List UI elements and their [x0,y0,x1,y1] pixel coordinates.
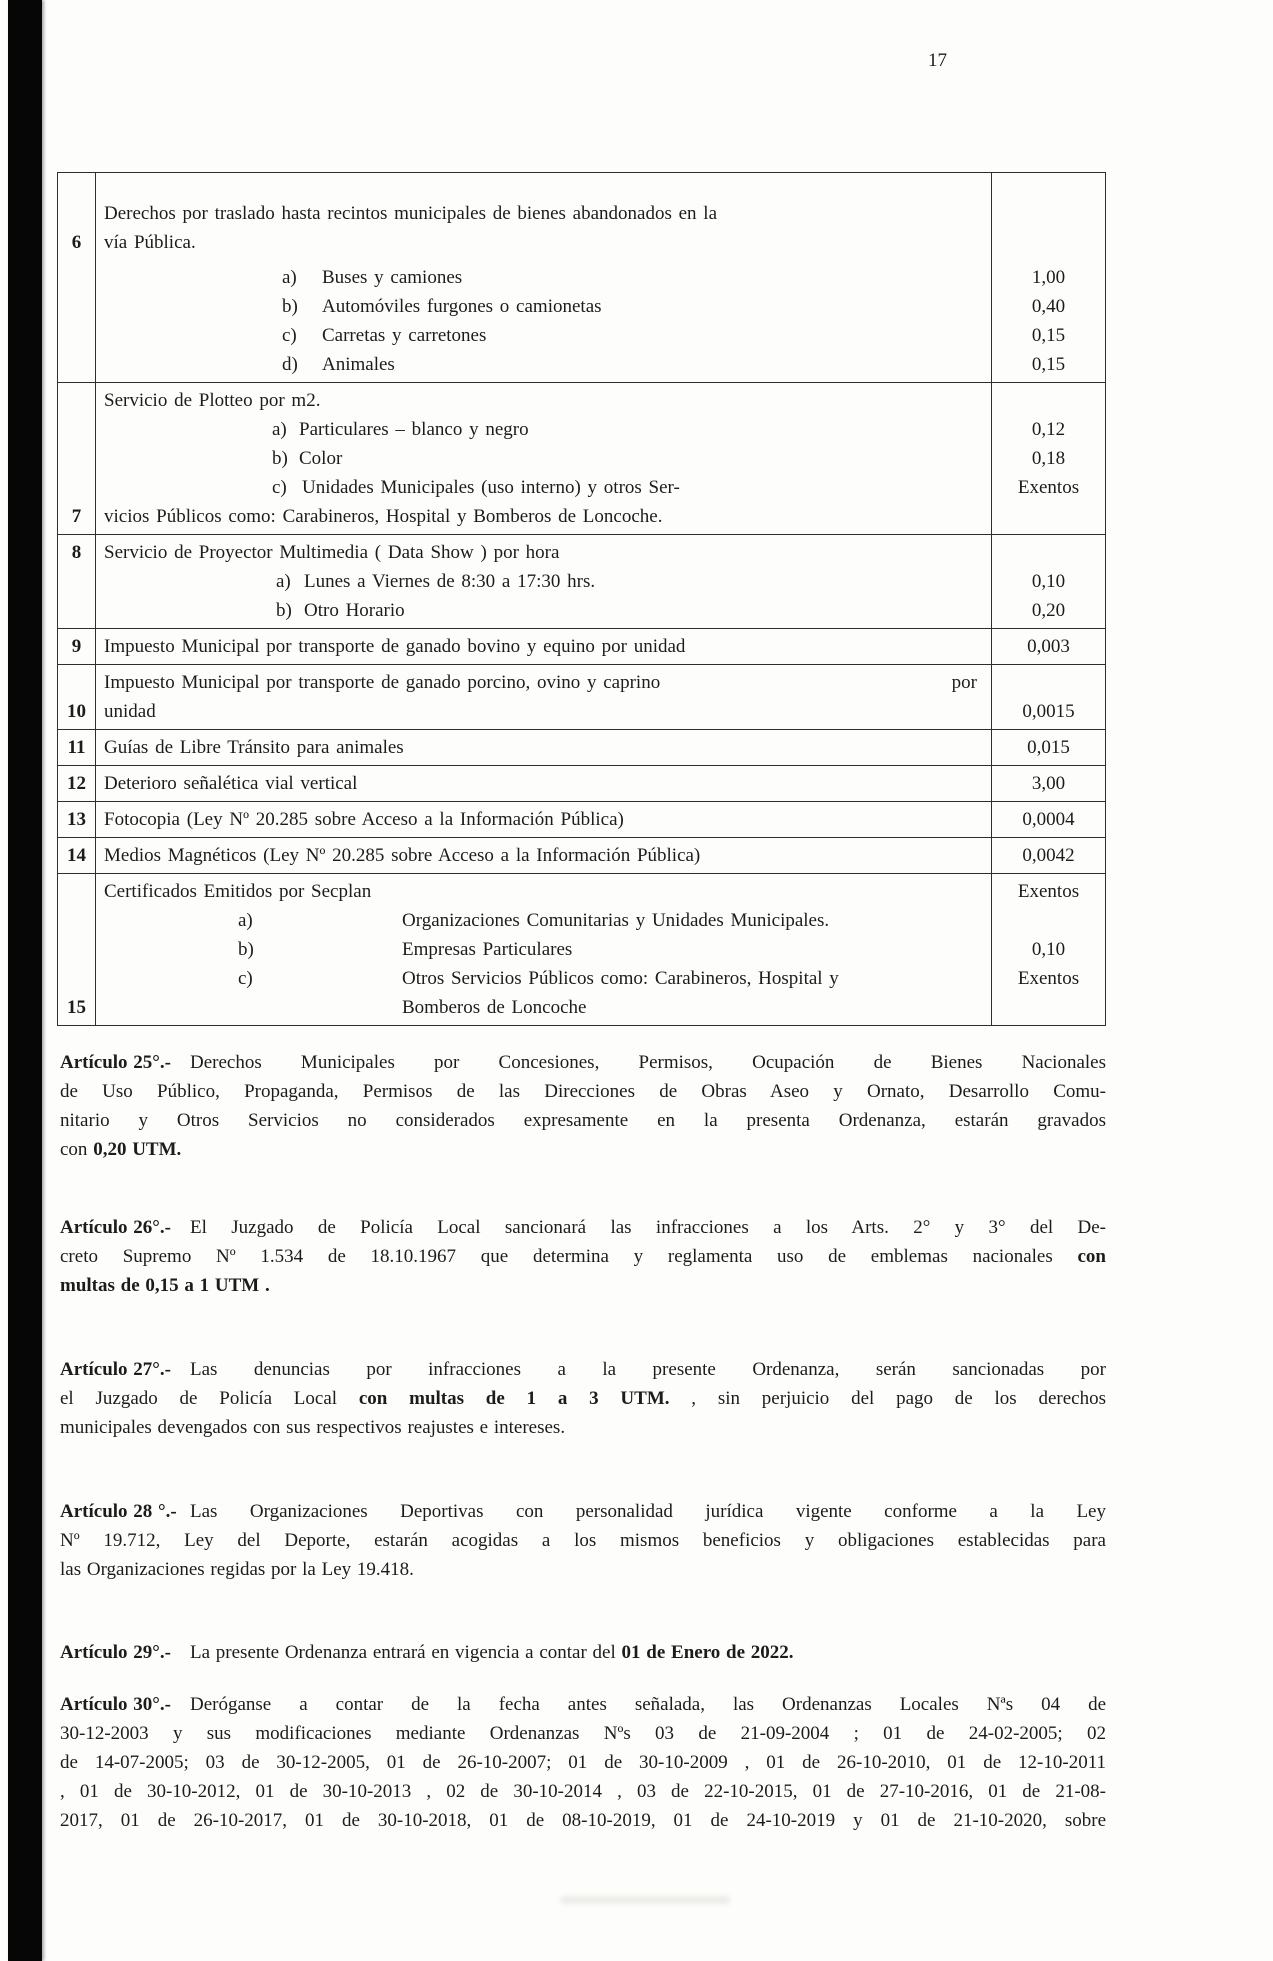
article-first-line [60,1048,1106,1077]
article-line [60,1271,1106,1300]
value-line: 0,20 [1031,600,1066,621]
value-line: 1,00 [1031,267,1066,288]
value-line: 0,015 [1027,737,1070,758]
article [60,1497,1106,1584]
description-right-text: por [951,672,977,693]
description-text: Impuesto Municipal por transporte de ganado porcino, ovino y caprino [104,672,661,693]
text-segment: con [60,1139,94,1160]
article-line [60,1384,1106,1413]
subitem-letter: b) [238,939,254,960]
value-line: Exentos [1017,477,1080,498]
row-number: 15 [67,997,86,1018]
text-segment: 30-12-2003 y sus modificaciones mediante Ordenanzas Nºs 03 de 21-09-2004 ; 01 de 24-02-2005; 02 [60,1723,1106,1744]
description-text: Derechos por traslado hasta recintos municipales de bienes abandonados en la [104,203,718,224]
article-line [190,1690,1106,1719]
description-text: unidad [104,701,156,722]
text-segment: , sin perjuicio del pago de los derechos [669,1388,1106,1409]
text-segment: 01 de Enero de 2022. [621,1642,794,1663]
article-line [60,1077,1106,1106]
article-line [60,1555,1106,1584]
article-label: Artículo 27°.- [60,1359,171,1380]
value-line: 0,15 [1031,325,1066,346]
text-segment: de Uso Público, Propaganda, Permisos de las Direcciones de Obras Aseo y Ornato, Desarrollo Comu- [60,1081,1106,1102]
row-number: 12 [67,773,86,794]
row-number: 8 [71,542,82,563]
article-line [190,1355,1106,1384]
description-text: Guías de Libre Tránsito para animales [104,737,404,758]
article-line [190,1497,1106,1526]
subitem-letter: c) [282,325,297,346]
subitem-letter: b) [272,448,288,469]
article-label: Artículo 25°.- [60,1052,171,1073]
row-number: 11 [67,737,86,758]
description-text: Empresas Particulares [402,939,573,960]
row-number: 6 [71,232,82,253]
text-segment: el Juzgado de Policía Local [60,1388,359,1409]
subitem-letter: a) [282,267,297,288]
description-text: Lunes a Viernes de 8:30 a 17:30 hrs. [304,571,596,592]
subitem-letter: a) [272,419,287,440]
description-text: Unidades Municipales (uso interno) y otros Ser- [302,477,680,498]
article-label: Artículo 29°.- [60,1642,171,1663]
article-line [190,1213,1106,1242]
article-line [190,1638,1106,1667]
value-line: 3,00 [1031,773,1066,794]
row-number: 14 [67,845,86,866]
article-line [60,1135,1106,1164]
description-text: Bomberos de Loncoche [402,997,587,1018]
text-segment: municipales devengados con sus respectivos reajustes e intereses. [60,1417,566,1438]
article-first-line [60,1638,1106,1667]
article [60,1355,1106,1442]
article-line [60,1106,1106,1135]
subitem-letter: c) [272,477,287,498]
value-line: 0,0042 [1022,845,1075,866]
row-number: 10 [67,701,86,722]
article-first-line [60,1497,1106,1526]
scan-smudge [560,1896,730,1904]
description-text: vía Pública. [104,232,196,253]
article-line [60,1777,1106,1806]
value-line: 0,18 [1031,448,1066,469]
text-segment: 2017, 01 de 26-10-2017, 01 de 30-10-2018, 01 de 08-10-2019, 01 de 24-10-2019 y 01 de 21-10-2020, sobre [60,1810,1106,1831]
article-label: Artículo 28 °.- [60,1501,177,1522]
description-text: Color [299,448,343,469]
text-segment: nitario y Otros Servicios no considerados expresamente en la presenta Ordenanza, estarán gravados [60,1110,1106,1131]
value-line: 0,003 [1027,636,1070,657]
article-first-line [60,1690,1106,1719]
article [60,1690,1106,1835]
subitem-letter: b) [276,600,292,621]
text-segment: Derechos Municipales por Concesiones, Permisos, Ocupación de Bienes Nacionales [190,1052,1106,1073]
text-segment: con multas de 1 a 3 UTM. [358,1388,670,1409]
description-text: Animales [322,354,395,375]
subitem-letter: d) [282,354,298,375]
value-line: 0,10 [1031,939,1066,960]
article [60,1638,1106,1667]
article-line [60,1413,1106,1442]
article-label: Artículo 30°.- [60,1694,171,1715]
article [60,1213,1106,1300]
subitem-letter: a) [276,571,291,592]
text-segment: creto Supremo Nº 1.534 de 18.10.1967 que determina y reglamenta uso de emblemas nacionales [60,1246,1078,1267]
text-segment: 0,20 UTM. [93,1139,182,1160]
description-text: Automóviles furgones o camionetas [322,296,602,317]
description-text: Servicio de Proyector Multimedia ( Data Show ) por hora [104,542,560,563]
text-segment: Nº 19.712, Ley del Deporte, estarán acogidas a los mismos beneficios y obligaciones establecidas para [60,1530,1106,1551]
text-segment: Las denuncias por infracciones a la presente Ordenanza, serán sancionadas por [190,1359,1106,1380]
text-segment: de 14-07-2005; 03 de 30-12-2005, 01 de 26-10-2007; 01 de 30-10-2009 , 01 de 26-10-2010, 01 de 12-10-2011 [60,1752,1106,1773]
article-line [60,1242,1106,1271]
subitem-letter: a) [238,910,253,931]
value-line: 0,0015 [1022,701,1075,722]
description-text: Otros Servicios Públicos como: Carabineros, Hospital y [402,968,839,989]
article-line [60,1748,1106,1777]
article-line [60,1806,1106,1835]
text-segment: Deróganse a contar de la fecha antes señalada, las Ordenanzas Locales Nªs 04 de [190,1694,1106,1715]
subitem-letter: b) [282,296,298,317]
text-segment: Las Organizaciones Deportivas con personalidad jurídica vigente conforme a la Ley [190,1501,1106,1522]
row-number: 9 [71,636,82,657]
article-label: Artículo 26°.- [60,1217,171,1238]
description-text: Otro Horario [304,600,405,621]
article-first-line [60,1355,1106,1384]
description-text: vicios Públicos como: Carabineros, Hospital y Bomberos de Loncoche. [104,506,663,527]
description-text: Deterioro señalética vial vertical [104,773,358,794]
value-line: 0,40 [1031,296,1066,317]
row-number: 13 [67,809,86,830]
value-line: 0,15 [1031,354,1066,375]
description-text: Organizaciones Comunitarias y Unidades Municipales. [402,910,830,931]
subitem-letter: c) [238,968,253,989]
value-line: Exentos [1017,881,1080,902]
value-line: 0,12 [1031,419,1066,440]
description-text: Servicio de Plotteo por m2. [104,390,321,411]
article [60,1048,1106,1164]
description-text: Buses y camiones [322,267,463,288]
article-first-line [60,1213,1106,1242]
text-segment: las Organizaciones regidas por la Ley 19.418. [60,1559,414,1580]
value-line: 0,0004 [1022,809,1075,830]
description-text: Medios Magnéticos (Ley Nº 20.285 sobre Acceso a la Información Pública) [104,845,701,866]
article-line [60,1526,1106,1555]
description-text: Particulares – blanco y negro [299,419,529,440]
description-text: Carretas y carretones [322,325,487,346]
row-number: 7 [71,506,82,527]
description-text: Fotocopia (Ley Nº 20.285 sobre Acceso a la Información Pública) [104,809,624,830]
value-line: 0,10 [1031,571,1066,592]
text-segment: multas de 0,15 a 1 UTM . [60,1275,270,1296]
description-text: Impuesto Municipal por transporte de ganado bovino y equino por unidad [104,636,686,657]
page-number: 17 [928,50,947,71]
value-line: Exentos [1017,968,1080,989]
text-segment: , 01 de 30-10-2012, 01 de 30-10-2013 , 02 de 30-10-2014 , 03 de 22-10-2015, 01 de 27-10-2016, 01 de 21-08- [60,1781,1106,1802]
description-text: Certificados Emitidos por Secplan [104,881,372,902]
text-segment: El Juzgado de Policía Local sancionará las infracciones a los Arts. 2° y 3° del De- [190,1217,1106,1238]
text-segment: con [1077,1246,1106,1267]
article-line [60,1719,1106,1748]
text-segment: La presente Ordenanza entrará en vigencia a contar del [190,1642,622,1663]
article-line [190,1048,1106,1077]
